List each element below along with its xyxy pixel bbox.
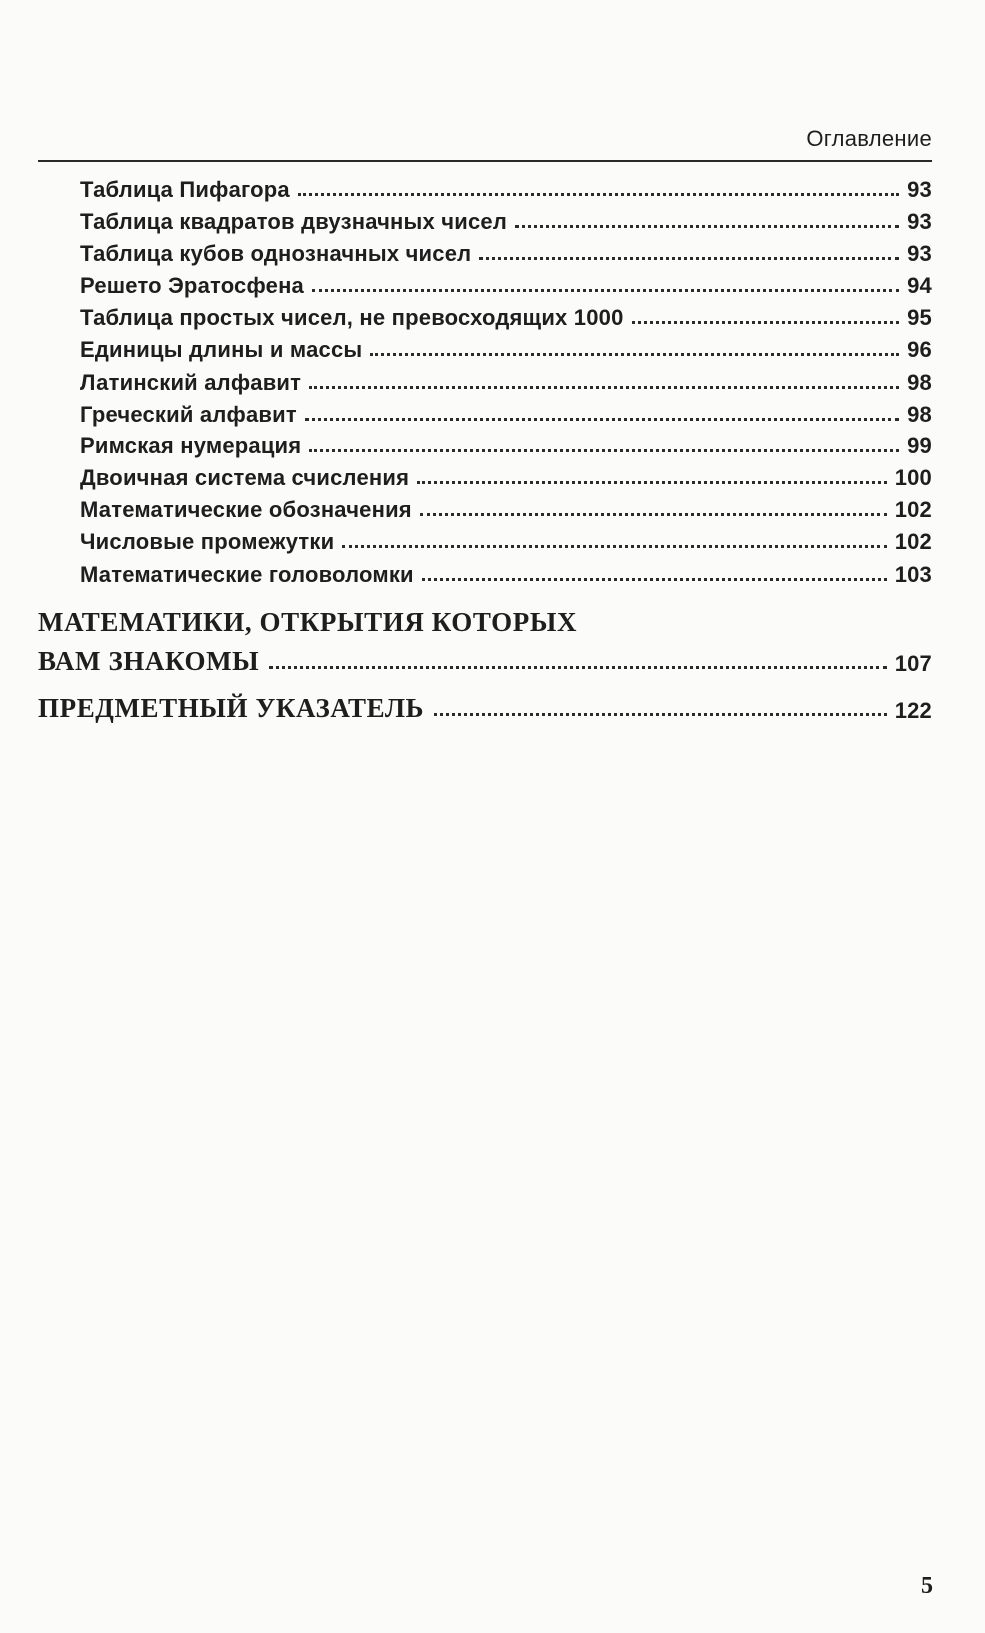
- toc-entry[interactable]: [80, 267, 932, 299]
- toc-entry-title: Греческий алфавит: [80, 402, 297, 427]
- toc-entry-page: 93: [907, 177, 932, 202]
- toc-entry-page: 98: [907, 370, 932, 395]
- dot-leader: [479, 257, 899, 260]
- toc-entry-page: 96: [907, 337, 932, 362]
- dot-leader: [420, 513, 887, 516]
- dot-leader: [370, 353, 899, 356]
- toc-entry-page: 95: [907, 305, 932, 330]
- toc-entry-page: 93: [907, 241, 932, 266]
- toc-section[interactable]: [38, 607, 932, 677]
- running-header: [38, 124, 932, 162]
- toc-entry[interactable]: [80, 459, 932, 491]
- toc-entry[interactable]: [80, 203, 932, 235]
- toc-entry-title: Решето Эратосфена: [80, 273, 304, 298]
- toc-entry-page: 102: [894, 497, 932, 522]
- toc-entry-page: 100: [894, 465, 932, 490]
- dot-leader: [342, 545, 886, 548]
- dot-leader: [305, 418, 899, 421]
- dot-leader: [309, 449, 899, 452]
- toc-entry[interactable]: [80, 364, 932, 396]
- toc-entry-title: Римская нумерация: [80, 433, 302, 458]
- toc-entry-page: 94: [907, 273, 932, 298]
- toc-entry-title: Двоичная система счисления: [80, 465, 410, 490]
- page-number: 5: [921, 1573, 933, 1599]
- toc-entry[interactable]: [80, 427, 932, 459]
- toc-section-title: ПРЕДМЕТНЫЙ УКАЗАТЕЛЬ: [38, 693, 425, 723]
- dot-leader: [515, 225, 899, 228]
- dot-leader: [269, 666, 886, 669]
- toc-entry-page: 99: [907, 433, 932, 458]
- toc-entry[interactable]: [80, 331, 932, 363]
- toc-entry[interactable]: [80, 299, 932, 331]
- dot-leader: [434, 713, 887, 716]
- toc-entry-title: Таблица кубов однозначных чисел: [80, 241, 472, 266]
- toc-entry[interactable]: [80, 491, 932, 523]
- toc-entry-page: 93: [907, 209, 932, 234]
- toc-section-title-continued: ВАМ ЗНАКОМЫ: [38, 646, 260, 676]
- dot-leader: [632, 321, 900, 324]
- toc-section[interactable]: [38, 688, 932, 724]
- toc-entry-title: Таблица квадратов двузначных чисел: [80, 209, 508, 234]
- dot-leader: [309, 386, 899, 389]
- dot-leader: [417, 481, 887, 484]
- toc-entry-title: Числовые промежутки: [80, 529, 335, 554]
- toc-entry[interactable]: [80, 523, 932, 555]
- toc-entry-title: Таблица Пифагора: [80, 177, 290, 202]
- dot-leader: [312, 289, 899, 292]
- toc-entry-title: Таблица простых чисел, не превосходящих 1000: [80, 305, 624, 330]
- toc-entry-title: Единицы длины и массы: [80, 337, 363, 362]
- toc-entry-page: 102: [894, 529, 932, 554]
- toc-entry[interactable]: [80, 235, 932, 267]
- dot-leader: [422, 578, 887, 581]
- toc-entry-title: Математические обозначения: [80, 497, 412, 522]
- toc-section-page: 122: [894, 698, 932, 723]
- running-title: Оглавление: [806, 126, 932, 151]
- toc-section-page: 107: [894, 651, 932, 676]
- toc-entry-title: Математические головоломки: [80, 562, 414, 587]
- dot-leader: [298, 193, 899, 196]
- toc-entry-page: 103: [894, 562, 932, 587]
- toc-entry-title: Латинский алфавит: [80, 370, 302, 395]
- toc-entry[interactable]: [80, 396, 932, 428]
- toc-section-title: МАТЕМАТИКИ, ОТКРЫТИЯ КОТОРЫХ: [38, 607, 578, 637]
- toc-entry[interactable]: [80, 556, 932, 588]
- toc-entry[interactable]: [80, 171, 932, 203]
- toc-entry-page: 98: [907, 402, 932, 427]
